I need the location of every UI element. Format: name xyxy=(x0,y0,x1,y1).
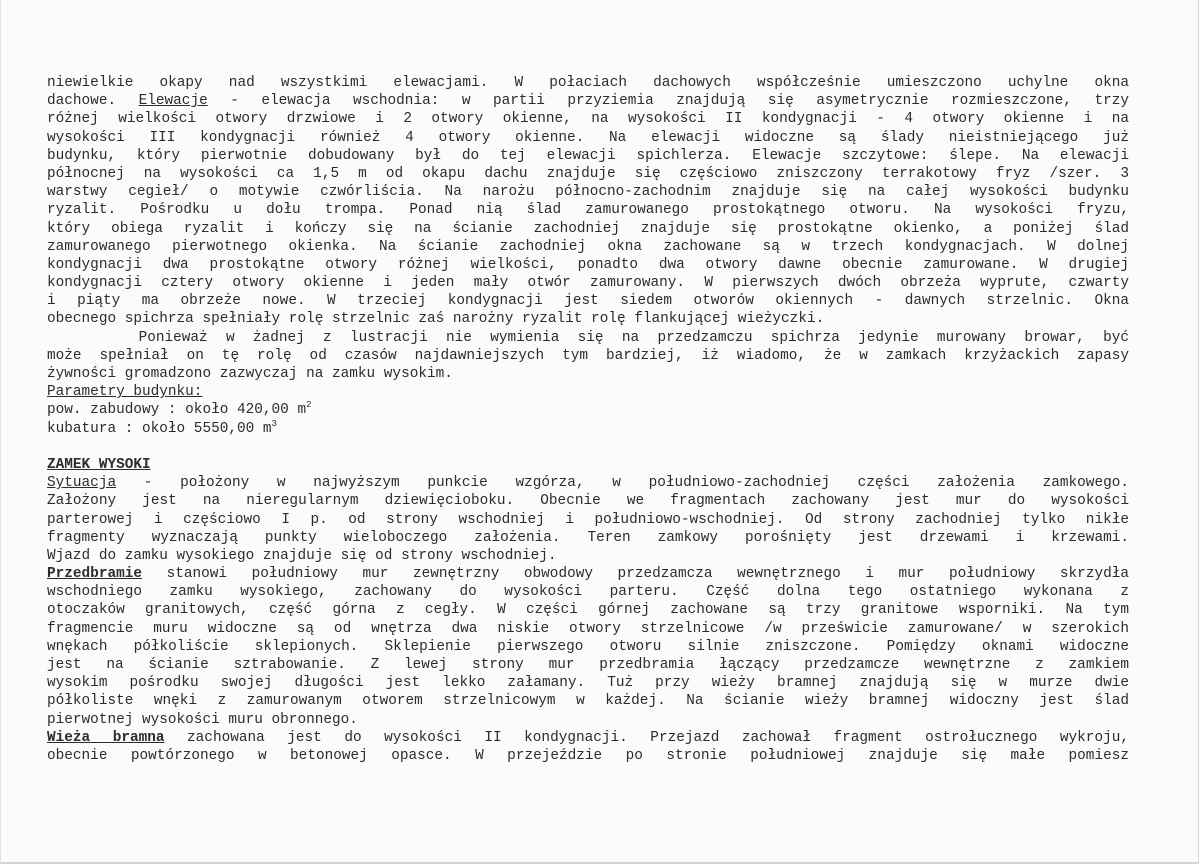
section-label-wieza-bramna: Wieża bramna xyxy=(47,729,165,746)
text-line: warstwy cegieł/ o motywie czwórliścia. Na narożu północno-zachodnim znajduje się na całej wysokości budynku xyxy=(47,184,1129,201)
section-label-sytuacja: Sytuacja xyxy=(47,475,117,492)
text-line: wysokim pośrodku swojej długości jest lekko załamany. Tuż przy wieży bramnej znajdują się w murze dwie xyxy=(47,675,1129,692)
text-line: różnej wielkości otwory drzwiowe i 2 otwory okienne, na wysokości II kondygnacji - 4 otwory okienne i na xyxy=(47,111,1129,128)
text-line: kondygnacji cztery otwory okienne i jeden mały otwór zamurowany. W pierwszych dwóch obrzeża wyprute, czwarty xyxy=(47,275,1129,292)
text-line: pierwotnej wysokości muru obronnego. xyxy=(47,711,358,728)
text-line: Przedbramie stanowi południowy mur zewnętrzny obwodowy przedzamcza wewnętrznego i mur południowy skrzydła xyxy=(47,566,1129,583)
section-label-przedbramie: Przedbramie xyxy=(47,566,142,583)
text-line: ryzalit. Pośrodku u dołu trompa. Ponad nią ślad zamurowanego prostokątnego otworu. Na wysokości fryzu, xyxy=(47,202,1129,219)
text-line: fragmencie muru widoczne są od wnętrza dwa niskie otwory strzelnicowe /w prześwicie zamurowane/ w szerokich xyxy=(47,620,1129,637)
text-line: dachowe. Elewacje - elewacja wschodnia: w partii przyziemia znajdują się asymetrycznie rozmieszczone, trzy xyxy=(47,93,1129,110)
text-line: parterowej i częściowo I p. od strony wschodniej i południowo-wschodniej. Od strony zachodniej tylko nikłe xyxy=(47,511,1129,528)
text-line: Wjazd do zamku wysokiego znajduje się od strony wschodniej. xyxy=(47,547,557,564)
text-line: jest na ścianie sztrabowanie. Z lewej strony mur przedbramia łączący przedzamcze wewnętrzne z zamkiem xyxy=(47,657,1129,673)
text-line: półkoliste wnęki z zamurowanym otworem strzelnicowym w każdej. Na ścianie wieży bramnej widoczny jest ślad xyxy=(47,693,1129,710)
text-line: zamurowanego pierwotnego okienka. Na ścianie zachodniej okna zachowane są w trzech kondygnacjach. W dolnej xyxy=(47,238,1129,255)
document-body xyxy=(47,74,1129,765)
text-line: obecnie powtórzonego w betonowej opasce. W przejeździe po stronie południowej znajduje się małe pomiesz xyxy=(47,747,1129,764)
parameter-volume: kubatura : około 5550,00 $m^3$ xyxy=(47,419,277,437)
text-line: północnej na wysokości ca 1,5 m od okapu dachu znajduje się częściowo zniszczony terrakotowy fryz /szer. 3 xyxy=(47,165,1129,182)
parameter-area: pow. zabudowy : około 420,00 $m^2$ xyxy=(47,401,312,419)
text-line: budynku, który pierwotnie dobudowany był do tej elewacji spichlerza. Elewacje szczytowe: ślepe. Na elewacji xyxy=(47,147,1129,164)
text-line: Ponieważ w żadnej z lustracji nie wymienia się na przedzamczu spichrza jedynie murowany browar, być xyxy=(47,329,1129,346)
text-line: Wieża bramna zachowana jest do wysokości II kondygnacji. Przejazd zachował fragment ostrołucznego wykroju, xyxy=(47,729,1129,746)
text-line: który obiega ryzalit i kończy się na ścianie zachodniej znajduje się prostokątne okienko, a poniżej ślad xyxy=(47,220,1129,237)
parameters-heading: Parametry budynku: xyxy=(47,384,203,401)
text-line: otoczaków granitowych, część górna z cegły. W części górnej zachowane są trzy granitowe wsporniki. Na tym xyxy=(47,602,1129,619)
text-line: niewielkie okapy nad wszystkimi elewacjami. W połaciach dachowych współcześnie umieszczono uchylne okna xyxy=(47,75,1129,91)
text-line: wschodniego zamku wysokiego, zachowany do wysokości parteru. Część dolna tego ostatniego wykonana z xyxy=(47,584,1129,601)
section-heading-zamek-wysoki: ZAMEK WYSOKI xyxy=(47,456,151,473)
text-line: wnękach półkoliście sklepionych. Sklepienie pierwszego otworu silnie zniszczone. Pomiędzy oknami widoczne xyxy=(47,638,1129,655)
text-line: może spełniał on tę rolę od czasów najdawniejszych tym bardziej, iż wiadomo, że w zamkach krzyżackich zapasy xyxy=(47,347,1129,364)
text-line: Sytuacja - położony w najwyższym punkcie wzgórza, w południowo-zachodniej części założenia zamkowego. xyxy=(47,475,1129,492)
text-line: obecnego spichrza spełniały rolę strzelnic zaś narożny ryzalit rolę flankującej wieżyczki. xyxy=(47,311,825,328)
text-line: i piąty ma obrzeże nowe. W trzeciej kondygnacji jest siedem otworów okiennych - dawnych strzelnic. Okna xyxy=(47,293,1129,310)
text-line: Założony jest na nieregularnym dziewięcioboku. Obecnie we fragmentach zachowany jest mur do wysokości xyxy=(47,493,1129,510)
text-line: żywności gromadzono zazwyczaj na zamku wysokim. xyxy=(47,366,453,382)
spacer xyxy=(47,438,1129,456)
text-line: kondygnacji dwa prostokątne otwory różnej wielkości, ponadto dwa otwory dawne obecnie zamurowane. W drugiej xyxy=(47,256,1129,273)
section-label-elewacje: Elewacje xyxy=(138,93,208,110)
text-line: fragmenty wyznaczają punkty wieloboczego założenia. Teren zamkowy porośnięty jest drzewami i krzewami. xyxy=(47,529,1129,546)
text-line: wysokości III kondygnacji również 4 otwory okienne. Na elewacji widoczne są ślady nieistniejącego już xyxy=(47,129,1129,146)
